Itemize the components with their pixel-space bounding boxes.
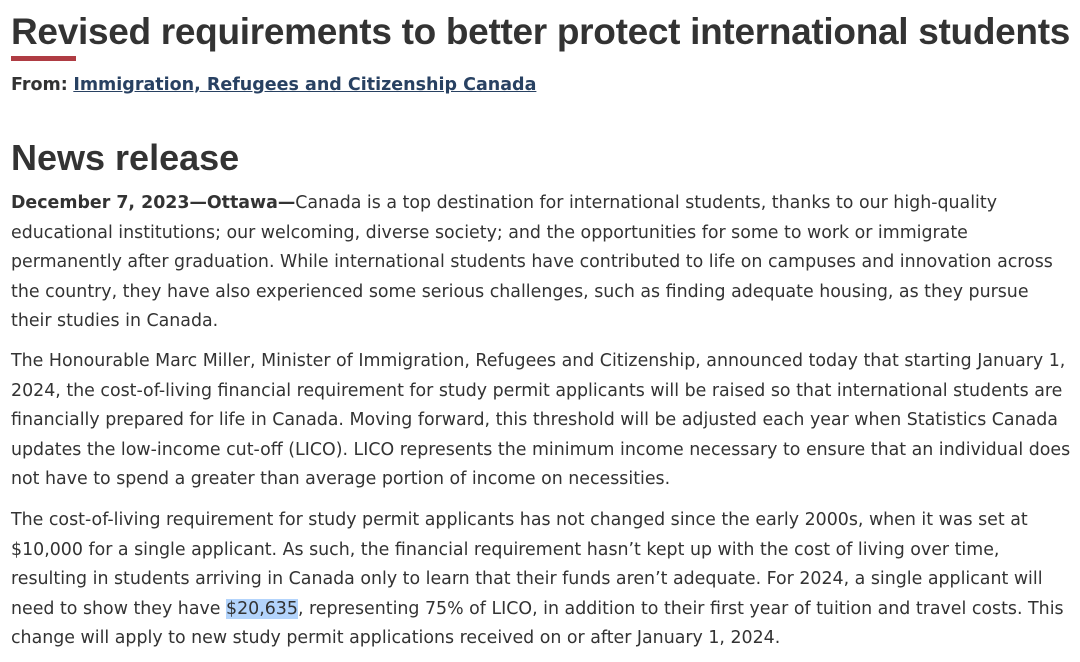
paragraph-intro — [11, 189, 1071, 337]
paragraph-requirement-text-start: The cost-of-living requirement for study permit applicants has not changed since the early 2000s, when it was set at $10,000 for a single applicant. As such, the financial requirement hasn’t kept up with the cost of living over time, resulting in students arriving in Canada only to learn that their funds aren’t adequate. For 2024, a single applicant will need to show they have — [11, 510, 1043, 619]
from-line — [11, 72, 536, 98]
paragraph-requirement — [11, 506, 1071, 654]
paragraph-intro-text: Canada is a top destination for international students, thanks to our high-quality educational institutions; our welcoming, diverse society; and the opportunities for some to work or immigrate permanently after graduation. While international students have contributed to life on campuses and innovation across the country, they have also experienced some serious challenges, such as finding adequate housing, as they pursue their studies in Canada. — [11, 193, 1053, 332]
selected-amount[interactable]: $20,635 — [226, 598, 298, 619]
paragraph-announcement: The Honourable Marc Miller, Minister of Immigration, Refugees and Citizenship, announced today that starting January 1, 2024, the cost-of-living financial requirement for study permit applicants will be raised so that international students are financially prepared for life in Canada. Moving forward, this threshold will be adjusted each year when Statistics Canada updates the low-income cut-off (LICO). LICO represents the minimum income necessary to ensure that an individual does not have to spend a greater than average portion of income on necessities. — [11, 351, 1071, 490]
paragraph-requirement-text-end: , representing 75% of LICO, in addition to their first year of tuition and travel costs. This change will apply to new study permit applications received on or after January 1, 2024. — [11, 598, 1064, 649]
from-label: From: — [11, 75, 68, 95]
section-title: News release — [11, 137, 240, 178]
department-link[interactable]: Immigration, Refugees and Citizenship Canada — [73, 75, 537, 95]
dateline: December 7, 2023—Ottawa— — [11, 193, 296, 213]
page-title: Revised requirements to better protect international students — [11, 11, 1071, 52]
title-accent-underline — [11, 56, 76, 61]
